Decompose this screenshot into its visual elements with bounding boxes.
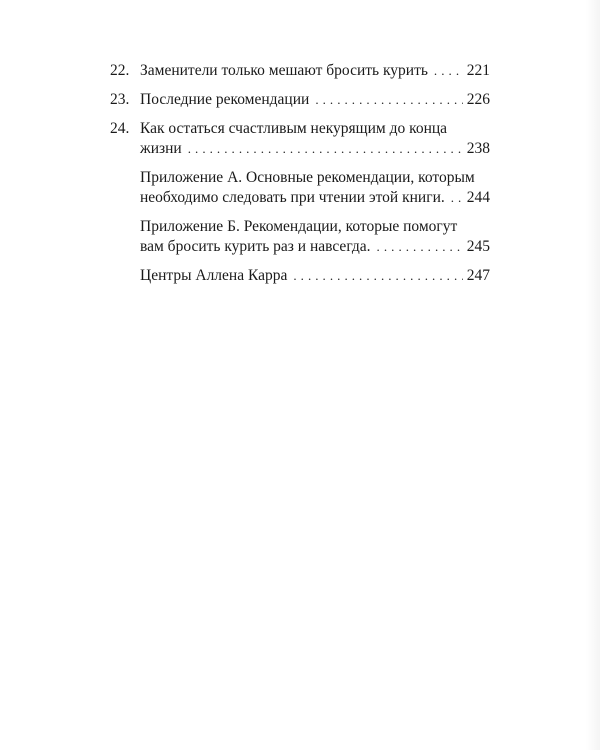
toc-entry-number: 22. [110, 62, 130, 79]
dot-leader [377, 237, 463, 257]
toc-entry-page: 221 [466, 62, 490, 79]
toc-entry-title-line-2: необходимо следовать при чтении этой книги. [140, 189, 445, 206]
toc-entry-title-line-2: жизни [140, 140, 182, 157]
toc-entry-title-line-2: вам бросить курить раз и навсегда. [140, 238, 371, 255]
toc-entry-page: 244 [466, 189, 490, 206]
toc-entry-title: Центры Аллена Карра [140, 267, 288, 284]
toc-entry-title-line-1: Приложение Б. Рекомендации, которые помогут [140, 218, 458, 235]
dot-leader [188, 139, 463, 159]
toc-entry-title: Последние рекомендации [140, 91, 310, 108]
toc-entry-number: 24. [110, 120, 130, 137]
toc-entry-appendix-b [110, 217, 490, 257]
dot-leader [434, 61, 463, 81]
toc-entry-title: Заменители только мешают бросить курить [140, 62, 428, 79]
toc-entry-page: 226 [466, 91, 490, 108]
dot-leader [451, 188, 463, 208]
toc-entry-number: 23. [110, 91, 130, 108]
dot-leader [293, 266, 462, 286]
toc-entry-carr-centers [110, 266, 490, 286]
page-edge-shadow [586, 0, 600, 750]
toc-entry-24 [110, 119, 490, 159]
toc-entry-title-line-1: Приложение А. Основные рекомендации, которым [140, 169, 475, 186]
toc-entry-22 [110, 61, 490, 81]
dot-leader [315, 90, 462, 110]
toc-entry-23 [110, 90, 490, 110]
toc-entry-page: 247 [466, 267, 490, 284]
toc-entry-page: 245 [466, 238, 490, 255]
toc-entry-page: 238 [466, 140, 490, 157]
toc-entry-appendix-a [110, 168, 490, 208]
toc-entry-title-line-1: Как остаться счастливым некурящим до конца [140, 120, 448, 137]
table-of-contents [110, 61, 490, 295]
